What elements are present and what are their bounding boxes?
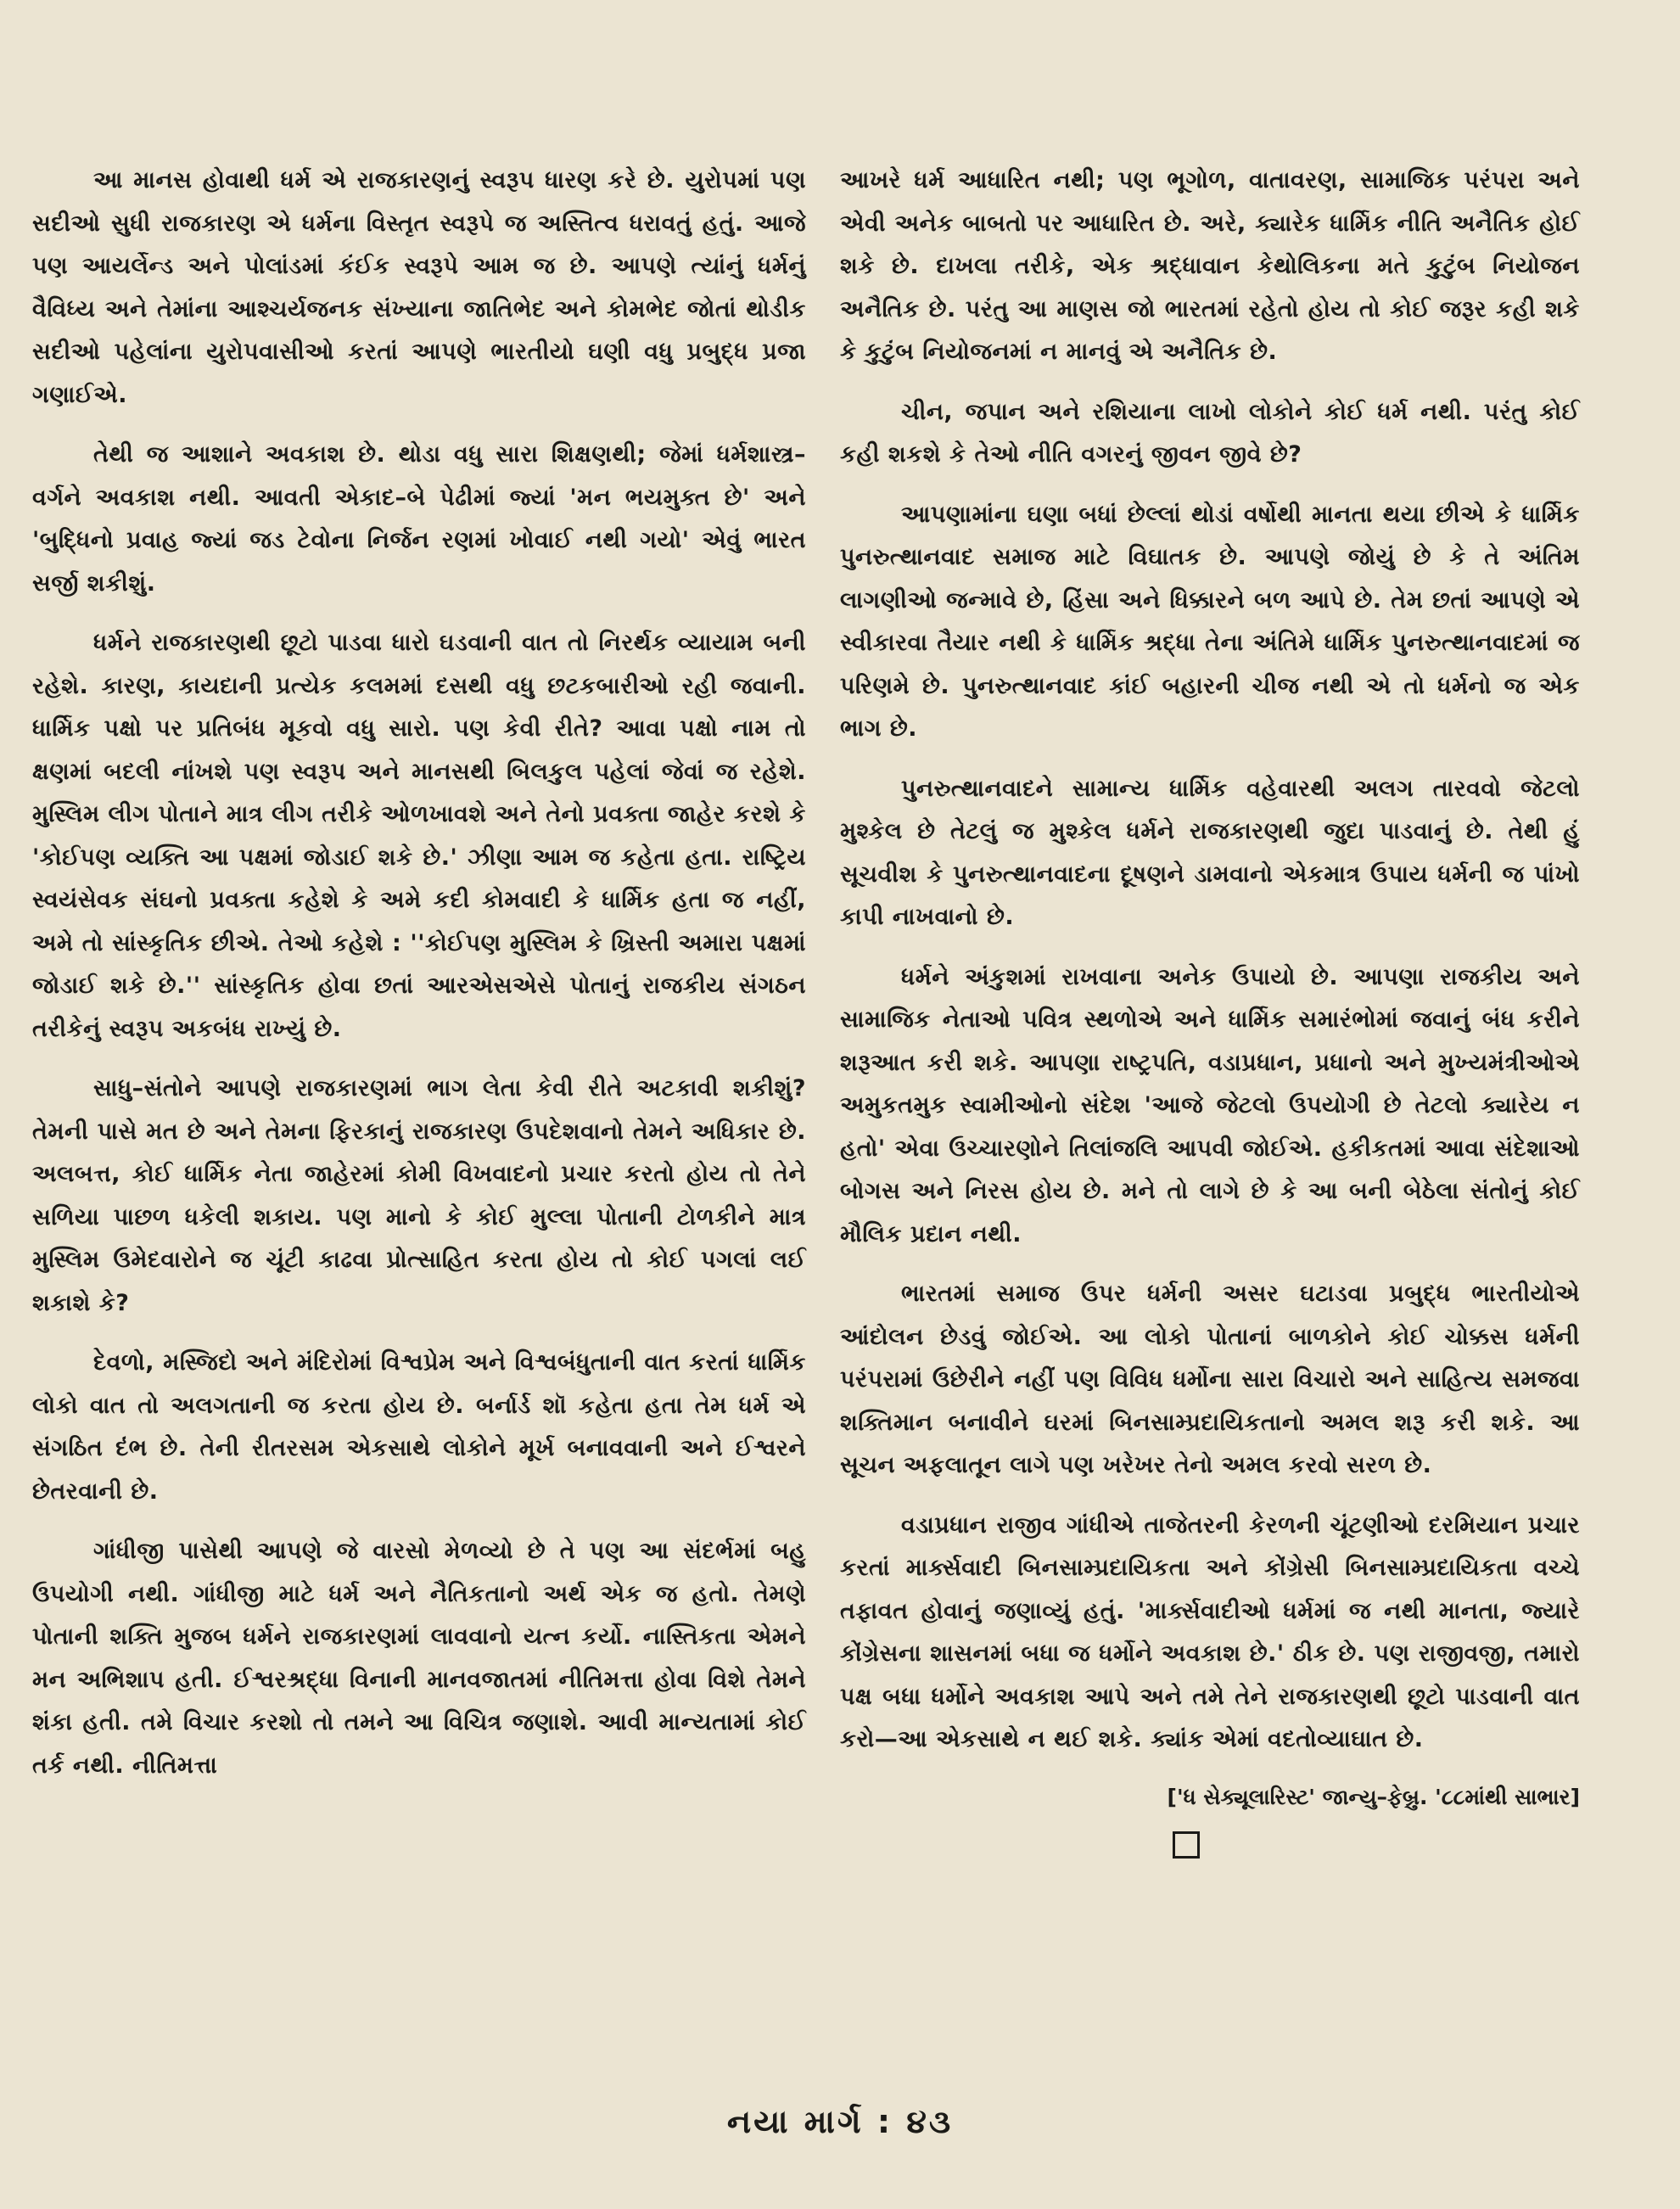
paragraph: પુનરુત્થાનવાદને સામાન્ય ધાર્મિક વહેવારથી અલગ તારવવો જેટલો મુશ્કેલ છે તેટલું જ મુશ્કેલ ધર્મને રાજકારણથી જુદા પાડવાનું છે. તેથી હું સૂચવીશ કે પુનરુત્થાનવાદના દૂષણને ડામવાનો એકમાત્ર ઉપાય ધર્મની જ પાંખો કાપી નાખવાનો છે. <box>840 775 1580 930</box>
paragraph: દેવળો, મસ્જિદો અને મંદિરોમાં વિશ્વપ્રેમ અને વિશ્વબંધુતાની વાત કરતાં ધાર્મિક લોકો વાત તો અલગતાની જ કરતા હોય છે. બર્નાર્ડ શૉ કહેતા હતા તેમ ધર્મ એ સંગઠિત દંભ છે. તેની રીતરસમ એકસાથે લોકોને મૂર્ખ બનાવવાની અને ઈશ્વરને છેતરવાની છે. <box>32 1349 806 1505</box>
page-footer: નયા માર્ગ : ૪૩ <box>726 2103 954 2140</box>
source-note: ['ધ સેક્યૂલારિસ્ટ' જાન્યુ–ફેબ્રુ. '૮૮માંથી સાભાર] <box>1167 1784 1580 1809</box>
right-column <box>840 160 1580 1859</box>
left-column <box>32 160 806 1804</box>
paragraph: ધર્મને રાજકારણથી છૂટો પાડવા ધારો ઘડવાની વાત તો નિરર્થક વ્યાયામ બની રહેશે. કારણ, કાયદાની પ્રત્યેક કલમમાં દસથી વધુ છટકબારીઓ રહી જવાની. ધાર્મિક પક્ષો પર પ્રતિબંધ મૂકવો વધુ સારો. પણ કેવી રીતે? આવા પક્ષો નામ તો ક્ષણમાં બદલી નાંખશે પણ સ્વરૂપ અને માનસથી બિલકુલ પહેલાં જેવાં જ રહેશે. મુસ્લિમ લીગ પોતાને માત્ર લીગ તરીકે ઓળખાવશે અને તેનો પ્રવક્તા જાહેર કરશે કે 'કોઈપણ વ્યક્તિ આ પક્ષમાં જોડાઈ શકે છે.' ઝીણા આમ જ કહેતા હતા. રાષ્ટ્રિય સ્વયંસેવક સંઘનો પ્રવક્તા કહેશે કે અમે કદી કોમવાદી કે ધાર્મિક હતા જ નહીં, અમે તો સાંસ્કૃતિક છીએ. તેઓ કહેશે : ''કોઈપણ મુસ્લિમ કે ખ્રિસ્તી અમારા પક્ષમાં જોડાઈ શકે છે.'' સાંસ્કૃતિક હોવા છતાં આરએસએસે પોતાનું રાજકીય સંગઠન તરીકેનું સ્વરૂપ અકબંધ રાખ્યું છે. <box>32 630 806 1042</box>
end-of-article-mark <box>1173 1831 1200 1859</box>
paragraph: ભારતમાં સમાજ ઉપર ધર્મની અસર ઘટાડવા પ્રબુદ્ધ ભારતીયોએ આંદોલન છેડવું જોઈએ. આ લોકો પોતાનાં બાળકોને કોઈ ચોક્કસ ધર્મની પરંપરામાં ઉછેરીને નહીં પણ વિવિધ ધર્મોના સારા વિચારો અને સાહિત્ય સમજવા શક્તિમાન બનાવીને ઘરમાં બિનસામ્પ્રદાયિકતાનો અમલ શરૂ કરી શકે. આ સૂચન અફલાતૂન લાગે પણ ખરેખર તેનો અમલ કરવો સરળ છે. <box>840 1281 1580 1478</box>
paragraph: આ માનસ હોવાથી ધર્મ એ રાજકારણનું સ્વરૂપ ધારણ કરે છે. યુરોપમાં પણ સદીઓ સુધી રાજકારણ એ ધર્મના વિસ્તૃત સ્વરૂપે જ અસ્તિત્વ ધરાવતું હતું. આજે પણ આયર્લેન્ડ અને પોલાંડમાં કંઈક સ્વરૂપે આમ જ છે. આપણે ત્યાંનું ધર્મનું વૈવિધ્ય અને તેમાંના આશ્ચર્યજનક સંખ્યાના જાતિભેદ અને કોમભેદ જોતાં થોડીક સદીઓ પહેલાંના યુરોપવાસીઓ કરતાં આપણે ભારતીયો ઘણી વધુ પ્રબુદ્ધ પ્રજા ગણાઈએ. <box>32 167 806 408</box>
paragraph: આખરે ધર્મ આધારિત નથી; પણ ભૂગોળ, વાતાવરણ, સામાજિક પરંપરા અને એવી અનેક બાબતો પર આધારિત છે. અરે, ક્યારેક ધાર્મિક નીતિ અનૈતિક હોઈ શકે છે. દાખલા તરીકે, એક શ્રદ્ધાવાન કેથોલિકના મતે કુટુંબ નિયોજન અનૈતિક છે. પરંતુ આ માણસ જો ભારતમાં રહેતો હોય તો કોઈ જરૂર કહી શકે કે કુટુંબ નિયોજનમાં ન માનવું એ અનૈતિક છે. <box>840 167 1580 365</box>
paragraph: ગાંધીજી પાસેથી આપણે જે વારસો મેળવ્યો છે તે પણ આ સંદર્ભમાં બહુ ઉપયોગી નથી. ગાંધીજી માટે ધર્મ અને નૈતિકતાનો અર્થ એક જ હતો. તેમણે પોતાની શક્તિ મુજબ ધર્મને રાજકારણમાં લાવવાનો યત્ન કર્યો. નાસ્તિકતા એમને મન અભિશાપ હતી. ઈશ્વરશ્રદ્ધા વિનાની માનવજાતમાં નીતિમત્તા હોવા વિશે તેમને શંકા હતી. તમે વિચાર કરશો તો તમને આ વિચિત્ર જણાશે. આવી માન્યતામાં કોઈ તર્ક નથી. નીતિમત્તા <box>32 1538 806 1779</box>
paragraph: વડાપ્રધાન રાજીવ ગાંધીએ તાજેતરની કેરળની ચૂંટણીઓ દરમિયાન પ્રચાર કરતાં માર્ક્સવાદી બિનસામ્પ્રદાયિકતા અને કોંગ્રેસી બિનસામ્પ્રદાયિકતા વચ્ચે તફાવત હોવાનું જણાવ્યું હતું. 'માર્ક્સવાદીઓ ધર્મમાં જ નથી માનતા, જ્યારે કોંગ્રેસના શાસનમાં બધા જ ધર્મોને અવકાશ છે.' ઠીક છે. પણ રાજીવજી, તમારો પક્ષ બધા ધર્મોને અવકાશ આપે અને તમે તેને રાજકારણથી છૂટો પાડવાની વાત કરો—આ એકસાથે ન થઈ શકે. ક્યાંક એમાં વદતોવ્યાઘાત છે. <box>840 1511 1580 1752</box>
paragraph: સાધુ–સંતોને આપણે રાજકારણમાં ભાગ લેતા કેવી રીતે અટકાવી શકીશું? તેમની પાસે મત છે અને તેમના ફિરકાનું રાજકારણ ઉપદેશવાનો તેમને અધિકાર છે. અલબત્ત, કોઈ ધાર્મિક નેતા જાહેરમાં કોમી વિખવાદનો પ્રચાર કરતો હોય તો તેને સળિયા પાછળ ધકેલી શકાય. પણ માનો કે કોઈ મુલ્લા પોતાની ટોળકીને માત્ર મુસ્લિમ ઉમેદવારોને જ ચૂંટી કાઢવા પ્રોત્સાહિત કરતા હોય તો કોઈ પગલાં લઈ શકાશે કે? <box>32 1075 806 1316</box>
paragraph: ધર્મને અંકુશમાં રાખવાના અનેક ઉપાયો છે. આપણા રાજકીય અને સામાજિક નેતાઓ પવિત્ર સ્થળોએ અને ધાર્મિક સમારંભોમાં જવાનું બંધ કરીને શરૂઆત કરી શકે. આપણા રાષ્ટ્રપતિ, વડાપ્રધાન, પ્રધાનો અને મુખ્યમંત્રીઓએ અમુકતમુક સ્વામીઓનો સંદેશ 'આજે જેટલો ઉપયોગી છે તેટલો ક્યારેય ન હતો' એવા ઉચ્ચારણોને તિલાંજલિ આપવી જોઈએ. હકીકતમાં આવા સંદેશાઓ બોગસ અને નિરસ હોય છે. મને તો લાગે છે કે આ બની બેઠેલા સંતોનું કોઈ મૌલિક પ્રદાન નથી. <box>840 963 1580 1247</box>
paragraph: આપણામાંના ઘણા બધાં છેલ્લાં થોડાં વર્ષોથી માનતા થયા છીએ કે ધાર્મિક પુનરુત્થાનવાદ સમાજ માટે વિઘાતક છે. આપણે જોયું છે કે તે અંતિમ લાગણીઓ જન્માવે છે, હિંસા અને ધિક્કારને બળ આપે છે. તેમ છતાં આપણે એ સ્વીકારવા તૈયાર નથી કે ધાર્મિક શ્રદ્ધા તેના અંતિમે ધાર્મિક પુનરુત્થાનવાદમાં જ પરિણમે છે. પુનરુત્થાનવાદ કાંઈ બહારની ચીજ નથી એ તો ધર્મનો જ એક ભાગ છે. <box>840 501 1580 742</box>
paragraph: તેથી જ આશાને અવકાશ છે. થોડા વધુ સારા શિક્ષણથી; જેમાં ધર્મશાસ્ત્ર–વર્ગને અવકાશ નથી. આવતી એકાદ–બે પેઢીમાં જ્યાં 'મન ભયમુક્ત છે' અને 'બુદ્ધિનો પ્રવાહ જ્યાં જડ ટેવોના નિર્જન રણમાં ખોવાઈ નથી ગયો' એવું ભારત સર્જી શકીશું. <box>32 441 806 597</box>
paragraph: ચીન, જપાન અને રશિયાના લાખો લોકોને કોઈ ધર્મ નથી. પરંતુ કોઈ કહી શકશે કે તેઓ નીતિ વગરનું જીવન જીવે છે? <box>840 398 1580 468</box>
